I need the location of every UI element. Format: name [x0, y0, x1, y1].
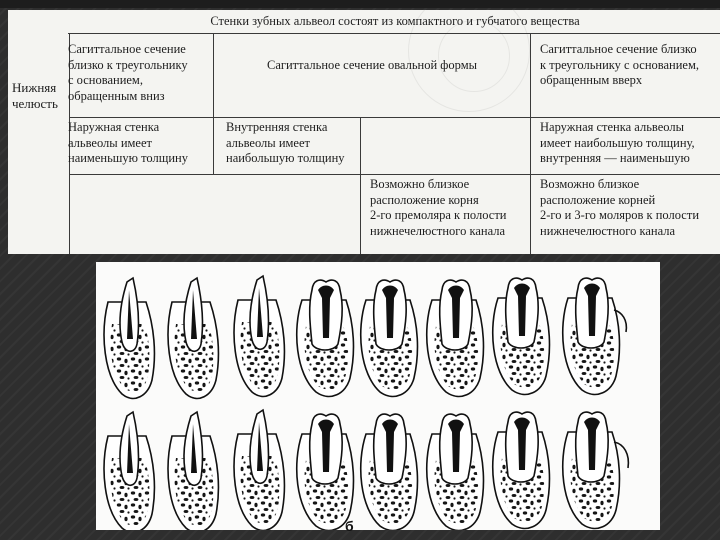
- figure-label: б: [345, 518, 354, 534]
- tooth-section: [234, 410, 284, 530]
- tooth-section: [297, 280, 354, 396]
- table-header: Стенки зубных альвеол состоят из компактного и губчатого вещества: [210, 14, 580, 28]
- tooth-section: [493, 412, 550, 528]
- tooth-section: [361, 280, 418, 396]
- table-rule: [213, 33, 214, 174]
- cell-premolar-canal: Возможно близкое расположение корня 2-го премоляра к полости нижнечелюстного канала: [370, 177, 507, 238]
- tooth-section: [361, 414, 418, 530]
- tooth-section: [168, 412, 218, 530]
- row-label-lower-jaw: Нижняя челюсть: [12, 80, 58, 111]
- cell-premolars-wall: Внутренняя стенка альвеолы имеет наибольшую толщину: [226, 120, 345, 165]
- table-rule: [70, 174, 720, 175]
- cell-molars-wall: Наружная стенка альвеолы имеет наибольшую толщину, внутренняя — наименьшую: [540, 120, 695, 165]
- tooth-section: [493, 278, 550, 394]
- cell-molars-shape: Сагиттальное сечение близко к треугольнику с основанием, обращенным вверх: [540, 42, 700, 87]
- teeth-sections-drawing: [96, 262, 660, 530]
- tooth-section: [168, 278, 218, 398]
- tooth-section: [563, 278, 627, 394]
- scan-ghost-mark: [438, 20, 510, 92]
- table-rule: [360, 117, 361, 254]
- cell-incisors-shape: Сагиттальное сечение близко к треугольнику с основанием, обращенным вниз: [68, 42, 188, 103]
- tooth-section: [563, 412, 629, 528]
- tooth-section: [427, 280, 484, 396]
- cell-molar-canal: Возможно близкое расположение корней 2-го и 3-го моляров к полости нижнечелюстного канала: [540, 177, 700, 238]
- table-rule: [70, 117, 720, 118]
- anatomy-table-scan: [8, 10, 720, 254]
- teeth-sections-figure: [96, 262, 660, 530]
- tooth-section: [104, 278, 154, 398]
- cell-incisors-wall: Наружная стенка альвеолы имеет наименьшую толщину: [68, 120, 188, 165]
- table-rule: [68, 33, 720, 34]
- tooth-section: [234, 276, 284, 396]
- slide-top-band: [0, 0, 720, 8]
- tooth-section: [297, 414, 354, 530]
- tooth-section: [104, 412, 154, 530]
- table-rule: [530, 33, 531, 254]
- cell-premolars-shape: Сагиттальное сечение овальной формы: [266, 58, 478, 72]
- tooth-section: [427, 414, 484, 530]
